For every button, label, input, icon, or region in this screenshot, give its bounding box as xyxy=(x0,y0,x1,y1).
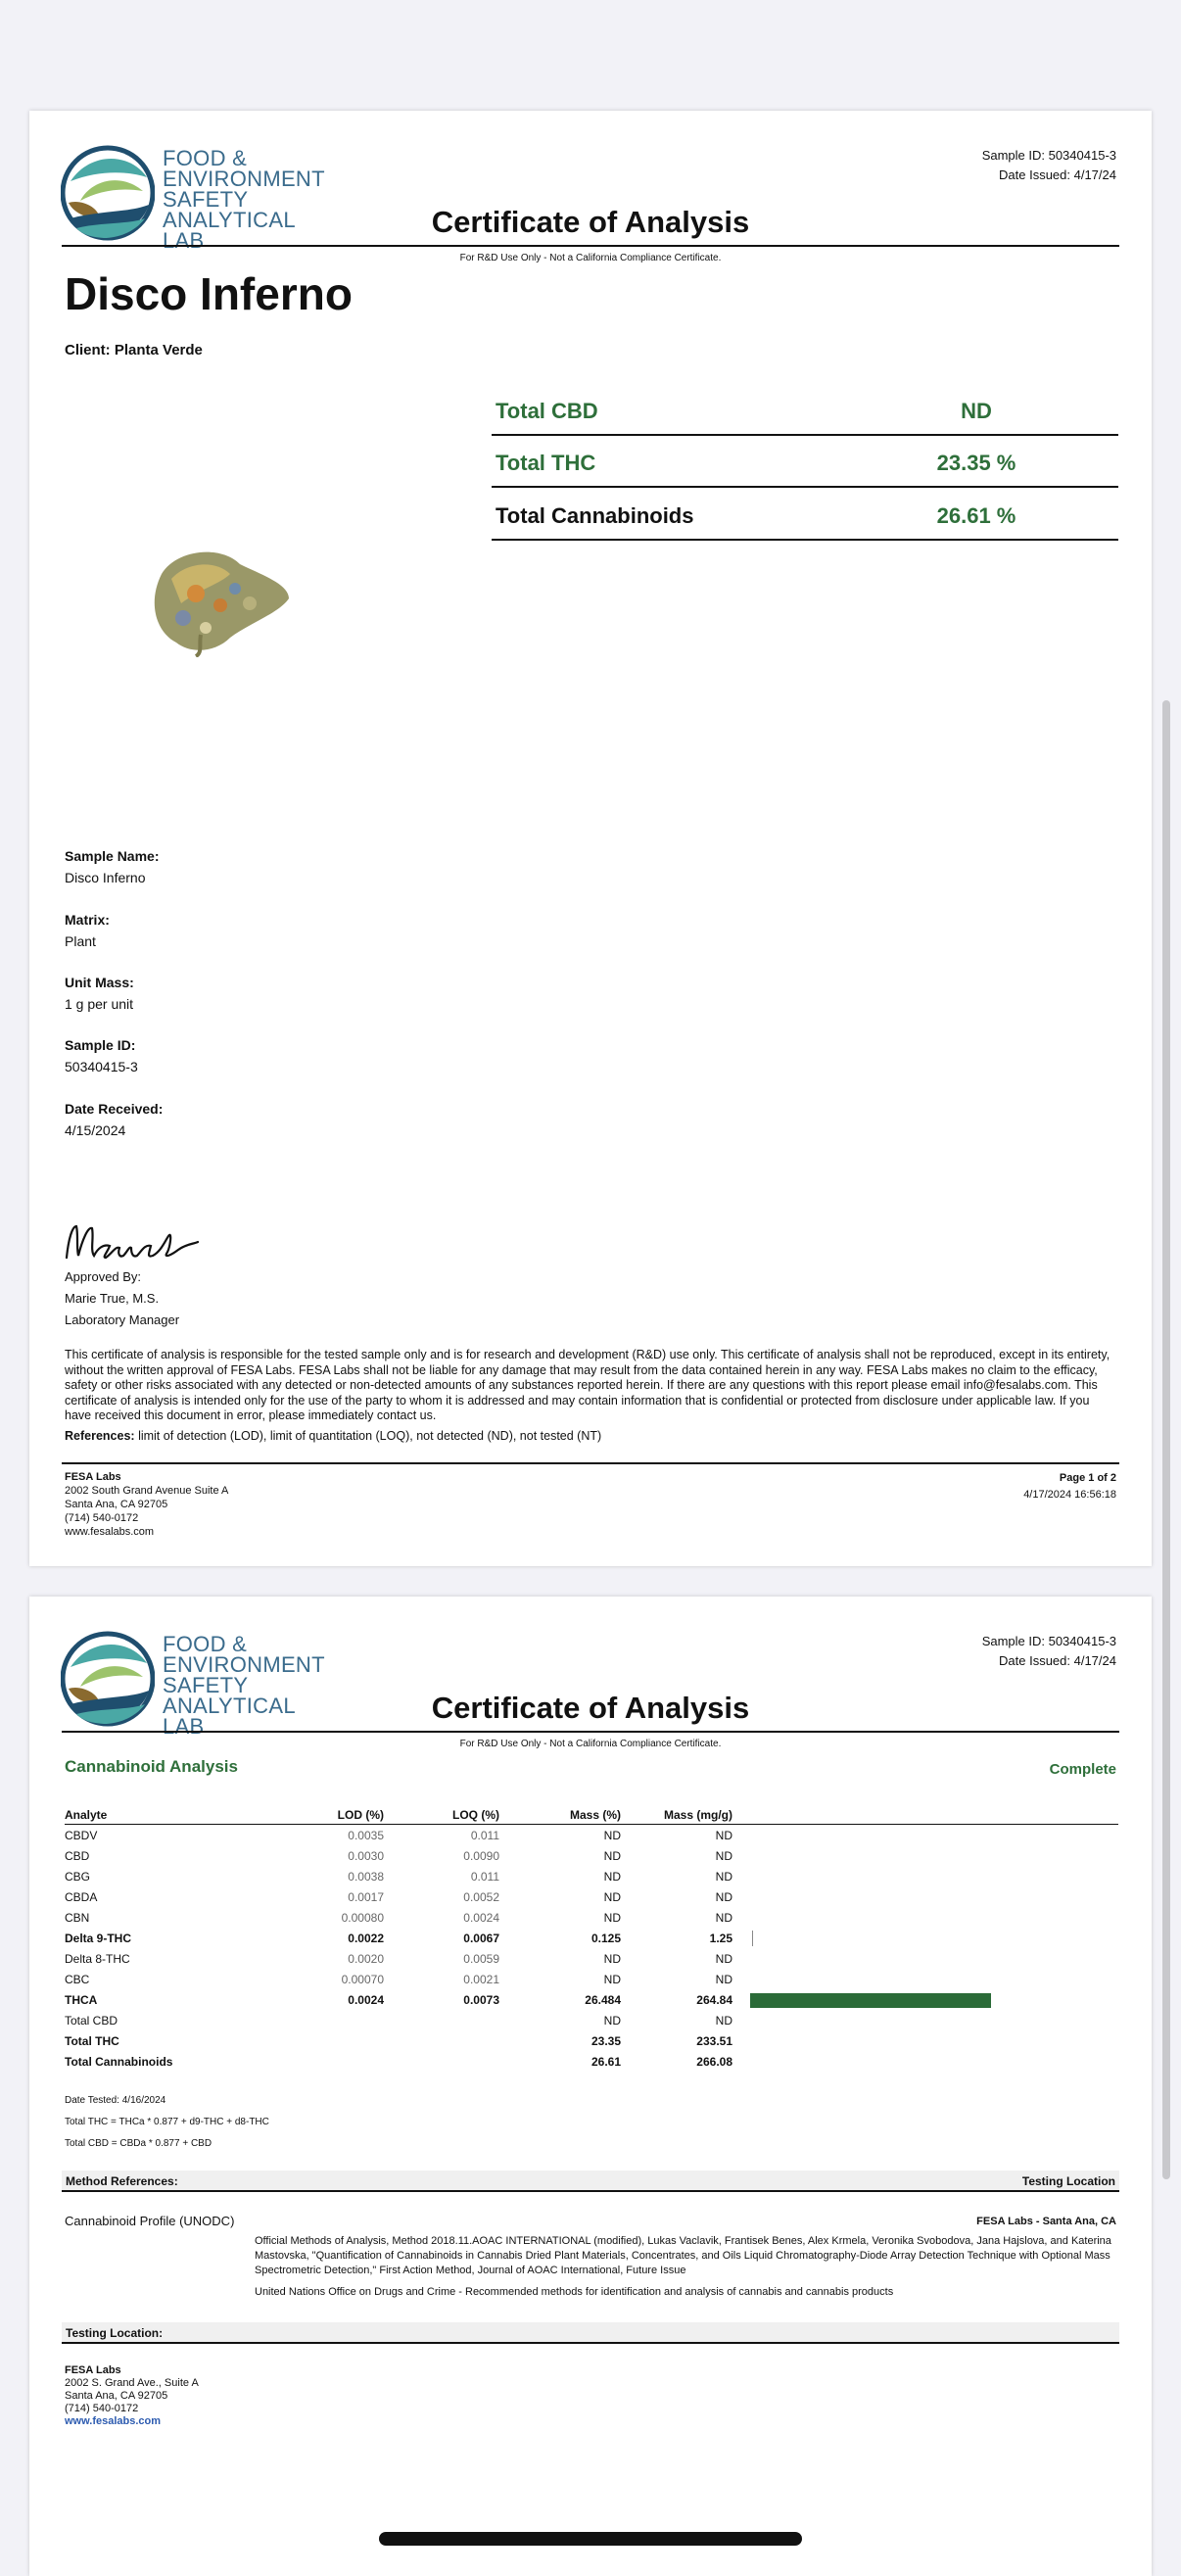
cell-analyte: THCA xyxy=(65,1993,98,2007)
header-loq: LOQ (%) xyxy=(452,1808,499,1822)
info-label: Unit Mass: xyxy=(65,975,134,990)
table-row xyxy=(65,2010,1118,2030)
cell-loq: 0.0024 xyxy=(463,1911,499,1925)
approved-by-label: Approved By: xyxy=(65,1269,142,1284)
info-value: Disco Inferno xyxy=(65,870,146,885)
cell-loq: 0.0090 xyxy=(463,1849,499,1863)
location-address1: 2002 S. Grand Ave., Suite A xyxy=(65,2377,199,2389)
table-row xyxy=(65,1969,1118,1989)
header-rule xyxy=(62,245,1119,247)
formula-total-thc: Total THC = THCa * 0.877 + d9-THC + d8-THC xyxy=(65,2117,269,2127)
cell-analyte: CBG xyxy=(65,1870,91,1884)
cell-mass-pct: 0.125 xyxy=(590,1932,621,1945)
cell-analyte: Total THC xyxy=(65,2034,119,2048)
mass-bar xyxy=(750,1993,991,2008)
cell-loq: 0.0052 xyxy=(463,1890,499,1904)
footer-address1: 2002 South Grand Avenue Suite A xyxy=(65,1485,229,1497)
header-analyte: Analyte xyxy=(65,1808,108,1822)
lab-name-line: ANALYTICAL LAB xyxy=(163,1693,296,1739)
legal-notice: This certificate of analysis is responsible for the tested sample only and is for research and development (R&D) use only. This certificate of analysis shall not be reproduced, except in its entirety, without the written approval of FESA Labs. FESA Labs shall not be liable for any damage that may result from the data contained herein in any way. FESA Labs makes no claim to the efficacy, safety or other risks associated with any detected or non-detected amounts of any substances reported herein. If there are any questions with this report please email info@fesalabs.com. This certificate of analysis is intended only for the use of the party to whom it is addressed and may contain information that is confidential or protected from disclosure under applicable law. If you have received this document in error, please immediately contact us. xyxy=(65,1348,1110,1422)
certificate-title: Certificate of Analysis xyxy=(431,1691,750,1725)
location-company: FESA Labs xyxy=(65,2364,121,2376)
footer-phone: (714) 540-0172 xyxy=(65,1512,139,1524)
cell-mass-mg: ND xyxy=(715,1952,732,1966)
info-sample-id xyxy=(65,1034,138,1077)
scrollbar[interactable] xyxy=(1162,700,1170,2179)
approver-signature xyxy=(63,1218,200,1264)
info-label: Sample Name: xyxy=(65,848,160,864)
table-row xyxy=(65,1825,1118,1845)
table-row xyxy=(65,1907,1118,1928)
cell-mass-mg: 1.25 xyxy=(709,1932,732,1945)
header-mass-mg: Mass (mg/g) xyxy=(663,1808,732,1822)
testing-location-band xyxy=(62,2322,1119,2344)
cell-mass-pct: 26.61 xyxy=(590,2055,621,2069)
references xyxy=(65,1429,601,1443)
testing-location-address xyxy=(65,2364,199,2428)
cell-loq: 0.011 xyxy=(470,1829,499,1842)
total-cannabinoids-value: 26.61 % xyxy=(936,503,1016,528)
page-number: Page 1 of 2 xyxy=(1059,1472,1116,1484)
cell-mass-pct: 23.35 xyxy=(590,2034,621,2048)
cell-mass-mg: 266.08 xyxy=(696,2055,732,2069)
header-lod: LOD (%) xyxy=(337,1808,384,1822)
cell-mass-mg: ND xyxy=(715,1911,732,1925)
print-timestamp: 4/17/2024 16:56:18 xyxy=(1023,1489,1116,1501)
header-mass-pct: Mass (%) xyxy=(569,1808,621,1822)
cell-mass-pct: ND xyxy=(603,2014,621,2027)
references-label: References: xyxy=(65,1429,135,1443)
approval-block xyxy=(65,1266,179,1331)
cell-lod: 0.0020 xyxy=(348,1952,384,1966)
cell-lod: 0.0035 xyxy=(348,1829,384,1842)
cell-analyte: Total Cannabinoids xyxy=(65,2055,173,2069)
cell-mass-mg: 233.51 xyxy=(696,2034,732,2048)
disclaimer: For R&D Use Only - Not a California Compliance Certificate. xyxy=(459,253,722,263)
cell-mass-pct: 26.484 xyxy=(585,1993,621,2007)
total-thc-row xyxy=(492,437,1118,488)
info-label: Date Received: xyxy=(65,1101,164,1117)
cell-mass-mg: ND xyxy=(715,1829,732,1842)
table-body xyxy=(65,1825,1118,2072)
table-row xyxy=(65,1948,1118,1969)
cell-analyte: CBDV xyxy=(65,1829,98,1842)
cell-loq: 0.0021 xyxy=(463,1973,499,1986)
cell-lod: 0.0038 xyxy=(348,1870,384,1884)
footer-page-info xyxy=(1023,1470,1116,1503)
cell-analyte: CBC xyxy=(65,1973,90,1986)
testing-location-header: Testing Location xyxy=(1021,2174,1115,2188)
method-references-band xyxy=(62,2171,1119,2192)
sample-meta xyxy=(982,1632,1116,1671)
product-photo xyxy=(142,545,299,657)
client-name: Client: Planta Verde xyxy=(65,342,203,358)
table-row xyxy=(65,1928,1118,1948)
method-references-label: Method References: xyxy=(66,2174,178,2188)
cell-mass-mg: ND xyxy=(715,1890,732,1904)
cell-mass-pct: ND xyxy=(603,1829,621,1842)
method-citation: Official Methods of Analysis, Method 2018.11.AOAC INTERNATIONAL (modified), Lukas Vaclavik, Frantisek Benes, Alex Krmela, Veronika Svobodova, Jana Hajslova, and Katerina Mastovska, "Quantification of Cannabinoids in Cannabis Dried Plant Materials, Concentrates, and Oils Liquid Chromatography-Diode Array Detection Technique with Optional Mass Spectrometric Detection," First Action Method, Journal of AOAC International, Future Issue xyxy=(255,2235,1111,2276)
cell-loq: 0.011 xyxy=(470,1870,499,1884)
total-cbd-row xyxy=(492,385,1118,436)
cell-analyte: CBN xyxy=(65,1911,90,1925)
cannabinoid-analysis-title: Cannabinoid Analysis xyxy=(65,1757,238,1776)
cell-lod: 0.00080 xyxy=(341,1911,384,1925)
location-address2: Santa Ana, CA 92705 xyxy=(65,2390,168,2402)
sample-id: Sample ID: 50340415-3 xyxy=(981,148,1116,163)
footer-rule xyxy=(62,1462,1119,1464)
cell-analyte: CBDA xyxy=(65,1890,98,1904)
footer-address2: Santa Ana, CA 92705 xyxy=(65,1499,168,1510)
total-cbd-label: Total CBD xyxy=(496,399,598,423)
cell-lod: 0.00070 xyxy=(341,1973,384,1986)
sample-meta xyxy=(982,146,1116,185)
header-rule xyxy=(62,1731,1119,1733)
lab-name-line: FOOD & xyxy=(163,1632,248,1656)
table-row xyxy=(65,2051,1118,2072)
footer-company: FESA Labs xyxy=(65,1471,121,1483)
cannabinoid-table xyxy=(65,1804,1118,2072)
table-row xyxy=(65,1886,1118,1907)
date-tested: Date Tested: 4/16/2024 xyxy=(65,2095,166,2106)
total-cannabinoids-label: Total Cannabinoids xyxy=(496,503,694,528)
lab-name-line: SAFETY xyxy=(163,187,249,212)
cell-lod: 0.0024 xyxy=(348,1993,384,2007)
cell-lod: 0.0030 xyxy=(348,1849,384,1863)
table-row xyxy=(65,1989,1118,2010)
location-phone: (714) 540-0172 xyxy=(65,2403,139,2414)
analysis-status: Complete xyxy=(1049,1761,1116,1778)
cell-mass-mg: ND xyxy=(715,1870,732,1884)
product-name: Disco Inferno xyxy=(65,268,353,319)
coa-page-2 xyxy=(29,1597,1152,2576)
cell-analyte: Delta 8-THC xyxy=(65,1952,130,1966)
info-value: 50340415-3 xyxy=(65,1059,138,1074)
certificate-title: Certificate of Analysis xyxy=(431,205,750,239)
location-web-link[interactable]: www.fesalabs.com xyxy=(65,2415,162,2427)
approver-name: Marie True, M.S. xyxy=(65,1291,160,1306)
analysis-notes xyxy=(65,2090,269,2155)
info-matrix xyxy=(65,909,110,952)
cell-loq: 0.0059 xyxy=(463,1952,499,1966)
info-sample-name xyxy=(65,845,159,888)
total-cannabinoids-row xyxy=(492,490,1118,541)
total-thc-label: Total THC xyxy=(496,451,596,475)
footer-address xyxy=(65,1470,228,1539)
total-cbd-value: ND xyxy=(961,399,992,423)
cell-mass-mg: ND xyxy=(715,1849,732,1863)
cell-mass-pct: ND xyxy=(603,1890,621,1904)
coa-page-1 xyxy=(29,111,1152,1566)
cell-mass-pct: ND xyxy=(603,1849,621,1863)
cell-mass-mg: ND xyxy=(715,1973,732,1986)
approver-title: Laboratory Manager xyxy=(65,1312,180,1327)
lab-name-line: FOOD & xyxy=(163,146,248,170)
cell-mass-pct: ND xyxy=(603,1870,621,1884)
lab-name-line: SAFETY xyxy=(163,1673,249,1697)
table-row xyxy=(65,1866,1118,1886)
cell-mass-mg: 264.84 xyxy=(696,1993,732,2007)
home-indicator[interactable] xyxy=(379,2532,802,2546)
info-date-received xyxy=(65,1098,163,1141)
info-label: Matrix: xyxy=(65,912,110,928)
table-row xyxy=(65,2030,1118,2051)
lab-name-line: ENVIRONMENT xyxy=(163,167,325,191)
cell-mass-pct: ND xyxy=(603,1911,621,1925)
cell-analyte: Delta 9-THC xyxy=(65,1932,132,1945)
method-citation-unodc: United Nations Office on Drugs and Crime - Recommended methods for identification and analysis of cannabis and cannabis products xyxy=(255,2286,894,2298)
cell-loq: 0.0067 xyxy=(463,1932,499,1945)
info-label: Sample ID: xyxy=(65,1037,136,1053)
testing-location-label: Testing Location: xyxy=(66,2326,164,2340)
total-thc-value: 23.35 % xyxy=(936,451,1016,475)
mass-bar xyxy=(752,1931,753,1946)
date-issued: Date Issued: 4/17/24 xyxy=(999,1653,1116,1668)
footer-web: www.fesalabs.com xyxy=(65,1526,155,1538)
cell-lod: 0.0017 xyxy=(348,1890,384,1904)
info-unit-mass xyxy=(65,972,134,1015)
table-header xyxy=(65,1804,1118,1825)
table-row xyxy=(65,1845,1118,1866)
references-text: limit of detection (LOD), limit of quantitation (LOQ), not detected (ND), not tested (NT) xyxy=(138,1429,602,1443)
formula-total-cbd: Total CBD = CBDa * 0.877 + CBD xyxy=(65,2138,213,2149)
disclaimer: For R&D Use Only - Not a California Compliance Certificate. xyxy=(459,1739,722,1749)
cell-lod: 0.0022 xyxy=(348,1932,384,1945)
info-value: Plant xyxy=(65,933,96,949)
lab-name-line: ENVIRONMENT xyxy=(163,1652,325,1677)
cell-mass-mg: ND xyxy=(715,2014,732,2027)
cell-analyte: Total CBD xyxy=(65,2014,118,2027)
cell-loq: 0.0073 xyxy=(463,1993,499,2007)
date-issued: Date Issued: 4/17/24 xyxy=(999,167,1116,182)
method-location: FESA Labs - Santa Ana, CA xyxy=(976,2216,1116,2227)
cell-mass-pct: ND xyxy=(603,1952,621,1966)
sample-id: Sample ID: 50340415-3 xyxy=(981,1634,1116,1648)
info-value: 4/15/2024 xyxy=(65,1122,126,1138)
lab-name-line: ANALYTICAL LAB xyxy=(163,208,296,253)
info-value: 1 g per unit xyxy=(65,996,134,1012)
cell-mass-pct: ND xyxy=(603,1973,621,1986)
cell-analyte: CBD xyxy=(65,1849,90,1863)
method-name: Cannabinoid Profile (UNODC) xyxy=(65,2214,235,2228)
